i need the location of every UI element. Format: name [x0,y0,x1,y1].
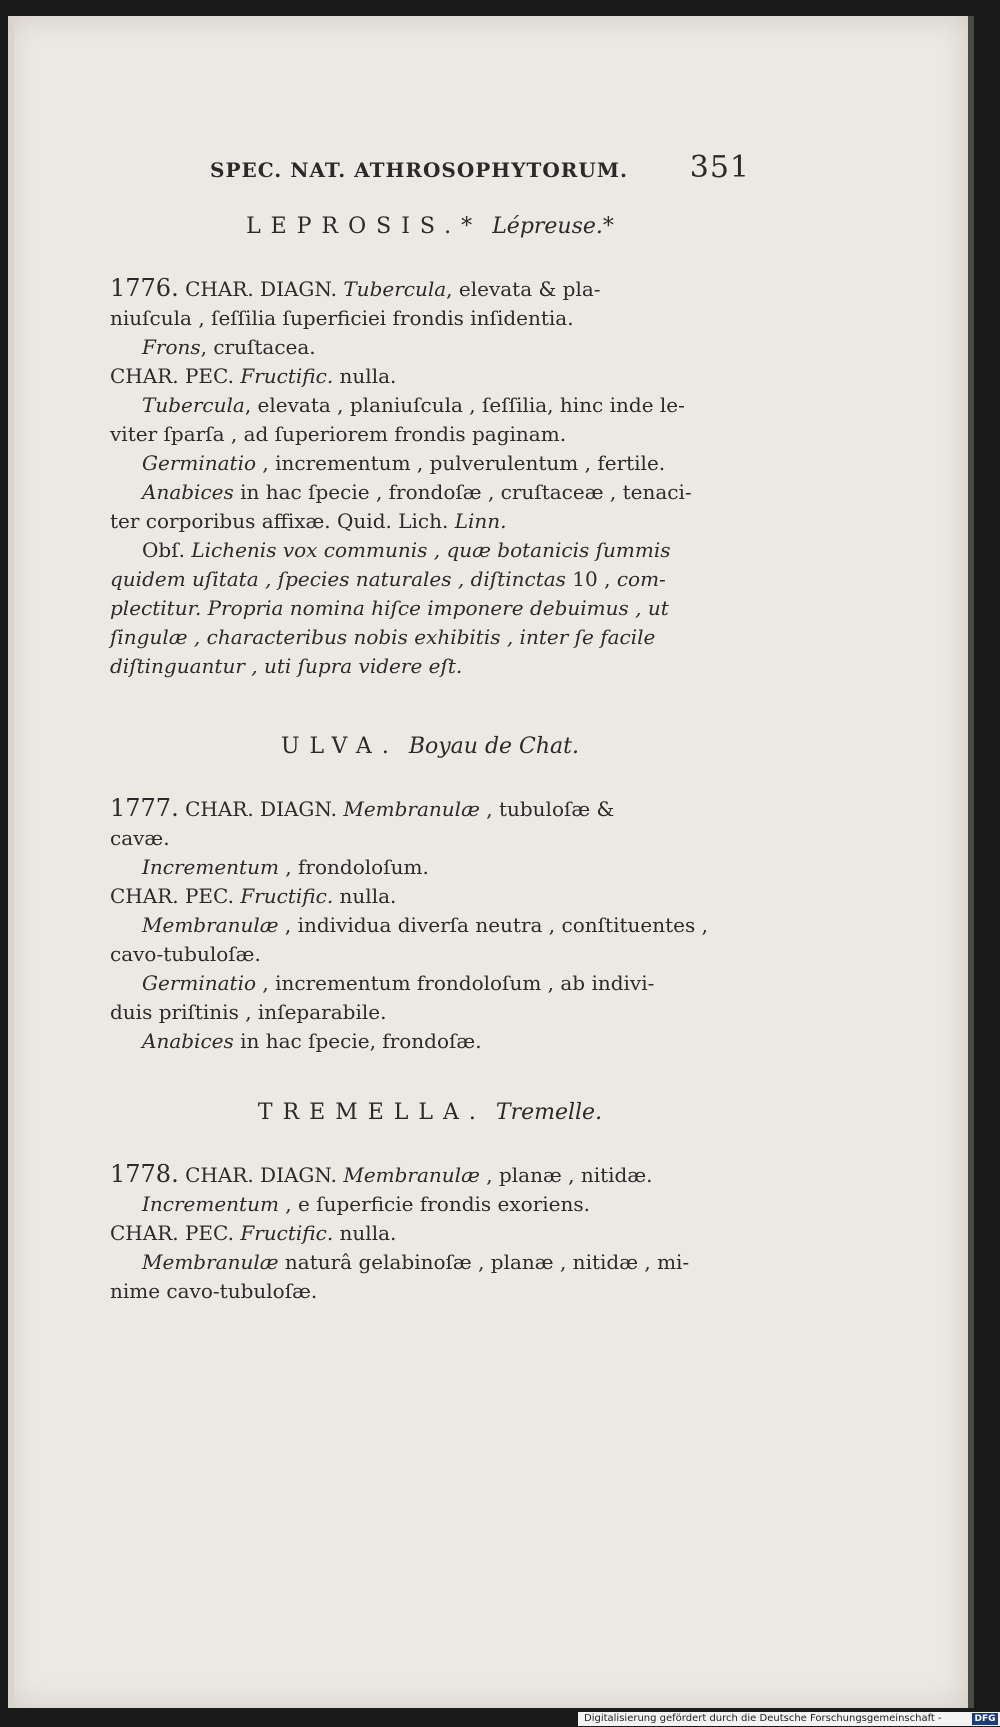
line-text: , incrementum , pulverulentum , fertile. [256,451,666,475]
entry-line: niuſcula , ſeſſilia ſuperficiei frondis inſidentia. [110,306,574,330]
character-term: Tubercula [343,277,447,301]
entry-line: cavo-tubuloſæ. [110,942,261,966]
genus-french-name: Boyau de Chat. [408,734,579,759]
line-text: nulla. [333,1221,397,1245]
genus-french-name: Tremelle. [495,1100,603,1125]
species-entry [110,274,750,681]
entry-line: nime cavo-tubuloſæ. [110,1279,318,1303]
genus-name: ULVA. [281,734,399,759]
entry-line [110,1160,750,1190]
obs-label: Obſ. [142,538,185,562]
species-number: 1776. [110,274,179,302]
entry-line [110,1248,750,1277]
obs-text: Lichenis vox communis , quæ botanicis ſummis [184,538,671,562]
character-term: Tubercula [142,393,245,417]
line-text: naturâ gelabinoſæ , planæ , nitidæ , mi- [278,1250,690,1274]
genus-name: TREMELLA. [257,1100,486,1125]
character-term: Incrementum [142,1192,279,1216]
character-term: Frons [142,335,201,359]
line-text: , elevata & pla- [446,277,601,301]
dfg-logo: DFG [972,1713,998,1725]
entry-line [110,969,750,998]
species-entry [110,794,750,1056]
genus-french-name: Lépreuse.* [492,214,614,239]
genus-heading [110,1098,750,1127]
character-term: Anabices [142,1029,234,1053]
entry-line: ſingulæ , characteribus nobis exhibitis , inter ſe facile [110,625,656,649]
entry-line: duis priſtinis , inſeparabile. [110,1000,387,1024]
character-term: Fructific. [240,884,334,908]
line-text: , cruſtacea. [200,335,316,359]
entry-line [110,507,750,536]
line-text: in hac ſpecie, frondoſæ. [233,1029,482,1053]
character-term: Fructific. [240,364,334,388]
entry-line [110,911,750,940]
page-edge [968,16,974,1708]
char-label: CHAR. PEC. [110,1221,234,1245]
char-label: CHAR. PEC. [110,884,234,908]
page-gutter [8,16,14,1708]
entry-line: viter ſparſa , ad ſuperiorem frondis paginam. [110,422,567,446]
genus-name: LEPROSIS.* [246,214,483,239]
entry-line [110,1219,750,1248]
line-text: , individua diverſa neutra , conſtituentes , [278,913,708,937]
entry-line [110,1027,750,1056]
citation-author: Linn. [448,509,507,533]
entry-line [110,1190,750,1219]
entry-line [110,794,750,824]
digitization-footer [578,1712,1000,1726]
character-term: Membranulæ [343,1163,480,1187]
obs-text: quidem uſitata , ſpecies naturales , diſtinctas [110,567,566,591]
entry-line: plectitur. Propria nomina hiſce imponere debuimus , ut [110,596,669,620]
character-term: Incrementum [142,855,279,879]
character-term: Anabices [142,480,234,504]
entry-line [110,536,750,565]
page-number: 351 [689,150,750,185]
line-text: nulla. [333,364,397,388]
line-text: , planæ , nitidæ. [479,1163,653,1187]
entry-line [110,391,750,420]
char-label: CHAR. DIAGN. [185,797,337,821]
line-text: 10 , [565,567,611,591]
entry-line: diſtinguantur , uti ſupra videre eſt. [110,654,463,678]
line-text: , e ſuperficie frondis exoriens. [278,1192,590,1216]
character-term: Germinatio [142,971,257,995]
entry-line [110,333,750,362]
entry-line [110,362,750,391]
char-label: CHAR. DIAGN. [185,277,337,301]
entry-line [110,478,750,507]
entry-line [110,882,750,911]
running-title: SPEC. NAT. ATHROSOPHYTORUM. [210,158,628,182]
line-text: nulla. [333,884,397,908]
genus-heading [110,732,750,761]
obs-text: com- [610,567,666,591]
line-text: , frondoloſum. [278,855,429,879]
species-number: 1778. [110,1160,179,1188]
entry-line [110,274,750,304]
entry-line: cavæ. [110,826,170,850]
line-text: , tubuloſæ & [479,797,615,821]
species-number: 1777. [110,794,179,822]
character-term: Membranulæ [142,913,279,937]
character-term: Membranulæ [343,797,480,821]
running-header [210,150,750,186]
character-term: Fructific. [240,1221,334,1245]
line-text: , incrementum frondoloſum , ab indivi- [256,971,655,995]
character-term: Membranulæ [142,1250,279,1274]
funding-credit: Digitalisierung gefördert durch die Deutsche Forschungsgemeinschaft - [584,1713,942,1724]
character-term: Germinatio [142,451,257,475]
line-text: in hac ſpecie , frondoſæ , cruſtaceæ , tenaci- [233,480,692,504]
species-entry [110,1160,750,1306]
entry-line [110,565,750,594]
char-label: CHAR. PEC. [110,364,234,388]
line-text: ter corporibus affixæ. Quid. Lich. [110,509,449,533]
genus-heading [110,212,750,241]
entry-line [110,853,750,882]
char-label: CHAR. DIAGN. [185,1163,337,1187]
entry-line [110,449,750,478]
line-text: , elevata , planiuſcula , ſeſſilia, hinc inde le- [244,393,685,417]
